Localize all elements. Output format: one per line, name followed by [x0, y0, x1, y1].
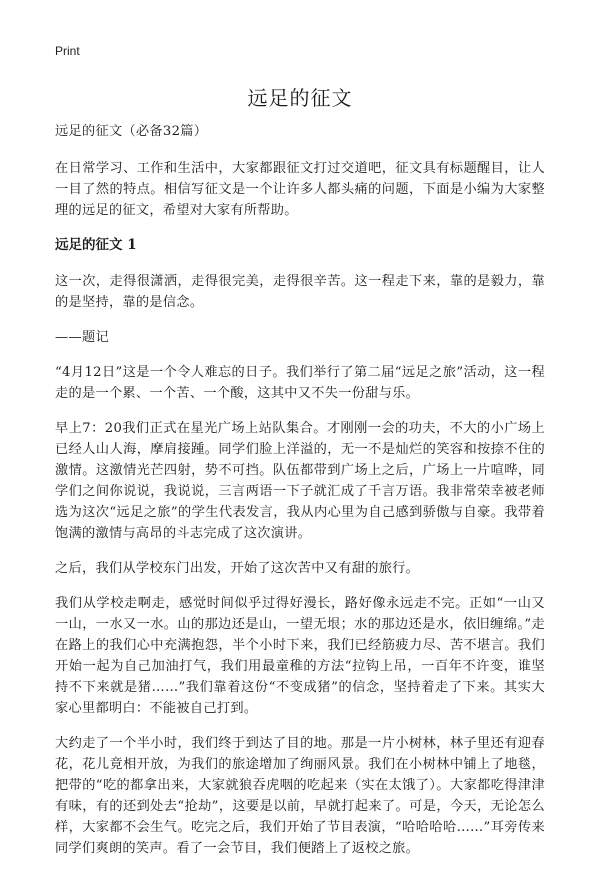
page-title: 远足的征文: [247, 86, 353, 110]
paragraph: “4月12日”这是一个令人难忘的日子。我们举行了第二届“远足之旅”活动，这一程走的是一个累、一个苦、一个酸，这其中又不失一份甜与乐。: [55, 365, 545, 401]
intro-paragraph: 在日常学习、工作和生活中，大家都跟征文打过交道吧，征文具有标题醒目，让人一目了然的特点。相信写征文是一个让许多人都头痛的问题，下面是小编为大家整理的远足的征文，希望对大家有所帮助。: [55, 161, 545, 218]
paragraph: 早上7：20我们正式在星光广场上站队集合。才刚刚一会的功夫，不大的小广场上已经人山人海，摩肩接踵。同学们脸上洋溢的，无一不是灿烂的笑容和按捺不住的激情。这激情光芒四射，势不可挡。队伍都带到广场上之后，广场上一片喧哗，同学们之间你说说，我说说，三言两语一下子就汇成了千言万语。我非常荣幸被老师选为这次“远足之旅”的学生代表发言，我从内心里为自己感到骄傲与自豪。我带着饱满的激情与高昂的斗志完成了这次演讲。: [55, 421, 545, 541]
paragraph: ——题记: [55, 330, 109, 345]
paragraph: 之后，我们从学校东门出发，开始了这次苦中又有甜的旅行。: [55, 561, 420, 576]
article-subtitle: 远足的征文（必备32篇）: [55, 124, 208, 139]
paragraph: 我们从学校走啊走，感觉时间似乎过得好漫长，路好像永远走不完。正如“一山又一山，一水又一水。山的那边还是山，一望无垠；水的那边还是水，依旧缠绵。”走在路上的我们心中充满抱怨，半个小时下来，我们已经筋疲力尽、苦不堪言。我们开始一起为自己加油打气，我们用最童稚的方法“拉钩上吊，一百年不许变，谁坚持不下来就是猪……”我们靠着这份“不变成猪”的信念，坚持着走了下来。其实大家心里都明白：不能被自己打到。: [55, 596, 545, 716]
paragraph: 大约走了一个半小时，我们终于到达了目的地。那是一片小树林，林子里还有迎春花，花儿竟相开放，为我们的旅途增加了绚丽风景。我们在小树林中铺上了地毯，把带的“吃的都拿出来，大家就狼吞虎咽的吃起来（实在太饿了）。大家都吃得津津有味，有的还到处去“抢劫”，这要是以前，早就打起来了。可是，今天，无论怎么样，大家都不会生气。吃完之后，我们开始了节目表演，“哈哈哈哈……”耳旁传来同学们爽朗的笑声。看了一会节目，我们便踏上了返校之旅。: [55, 736, 545, 856]
print-link[interactable]: Print: [55, 44, 80, 58]
paragraph: 这一次，走得很潇洒，走得很完美，走得很辛苦。这一程走下来，靠的是毅力，靠的是坚持，靠的是信念。: [55, 274, 545, 310]
article-body: [55, 121, 545, 873]
section-heading: 远足的征文 1: [55, 237, 137, 253]
